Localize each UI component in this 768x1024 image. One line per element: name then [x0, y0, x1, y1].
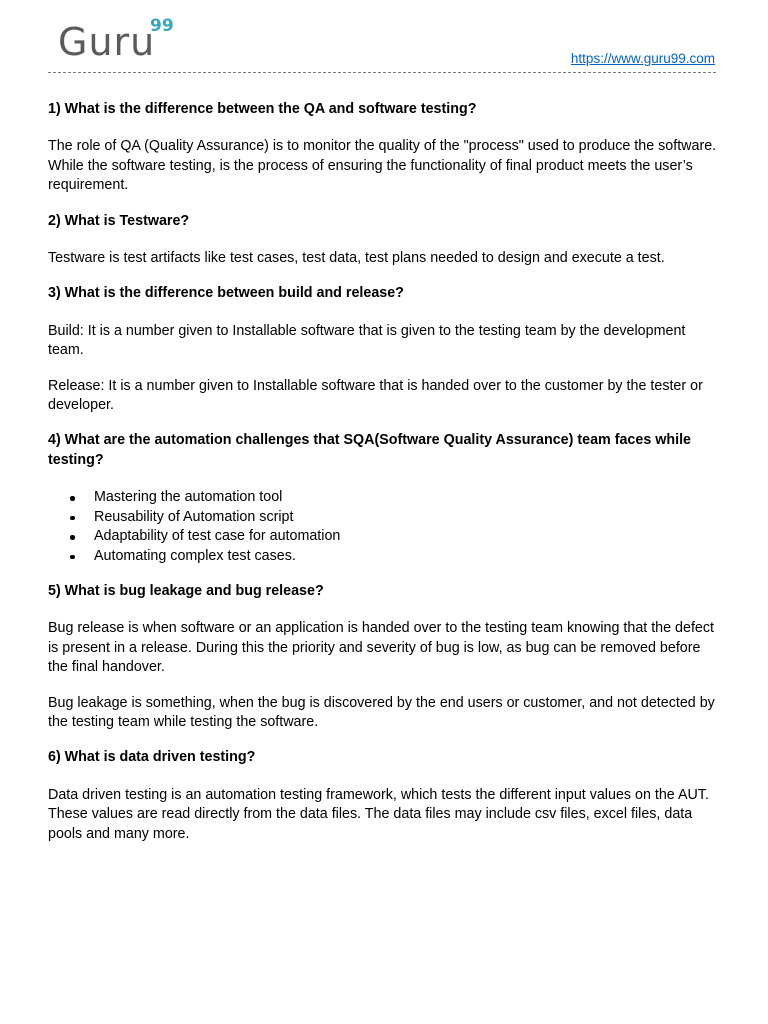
answer-paragraph: The role of QA (Quality Assurance) is to monitor the quality of the "process" used to produce the software. While the software testing, is the process of ensuring the functionality of final product meets the user’s requirement. [48, 138, 717, 194]
question-heading: 4) What are the automation challenges that SQA(Software Quality Assurance) team faces while testing? [48, 432, 691, 468]
bullet-item [48, 488, 720, 507]
logo-superscript: 99 [150, 16, 174, 36]
bullet-item [48, 527, 720, 546]
bullet-text: Mastering the automation tool [94, 489, 283, 506]
answer-paragraph: Bug leakage is something, when the bug is discovered by the end users or customer, and not detected by the testing team while testing the software. [48, 694, 715, 730]
bullet-text: Adaptability of test case for automation [94, 528, 341, 545]
site-url-link[interactable]: https://www.guru99.com [570, 51, 715, 66]
question-heading: 1) What is the difference between the QA and software testing? [48, 101, 477, 117]
section-5 [48, 582, 720, 732]
question-heading: 5) What is bug leakage and bug release? [48, 582, 324, 599]
answer-paragraph: Bug release is when software or an application is handed over to the testing team knowing that the defect is present in a release. During this the priority and severity of bug is low, as bug can be removed before the final handover. [48, 620, 715, 676]
section-3 [48, 284, 720, 415]
question-heading: 6) What is data driven testing? [48, 749, 256, 766]
bullet-icon [70, 496, 75, 501]
question-heading: 2) What is Testware? [48, 212, 190, 229]
question-heading: 3) What is the difference between build and release? [48, 285, 404, 302]
page-header [0, 0, 768, 82]
document-body [48, 100, 720, 860]
bullet-icon [70, 516, 75, 521]
answer-paragraph: Build: It is a number given to Installable software that is given to the testing team by the development team. [48, 322, 686, 359]
bullet-item [48, 547, 720, 566]
answer-paragraph: Release: It is a number given to Installable software that is handed over to the customer by the tester or developer. [48, 377, 703, 414]
bullet-icon [70, 535, 75, 540]
answer-paragraph: Testware is test artifacts like test cases, test data, test plans needed to design and execute a test. [48, 250, 665, 267]
section-6 [48, 748, 720, 844]
bullet-icon [70, 555, 75, 560]
logo-text: Guru [58, 20, 156, 64]
answer-paragraph: Data driven testing is an automation testing framework, which tests the different input values on the AUT. These values are read directly from the data files. The data files may include csv files, excel files, data pools and many more. [48, 786, 709, 842]
bullet-list [48, 488, 720, 566]
section-2 [48, 212, 720, 269]
header-divider [48, 72, 716, 73]
section-1 [48, 100, 720, 196]
section-4 [48, 431, 720, 565]
bullet-text: Automating complex test cases. [94, 547, 296, 564]
bullet-item [48, 508, 720, 527]
bullet-text: Reusability of Automation script [94, 508, 294, 525]
